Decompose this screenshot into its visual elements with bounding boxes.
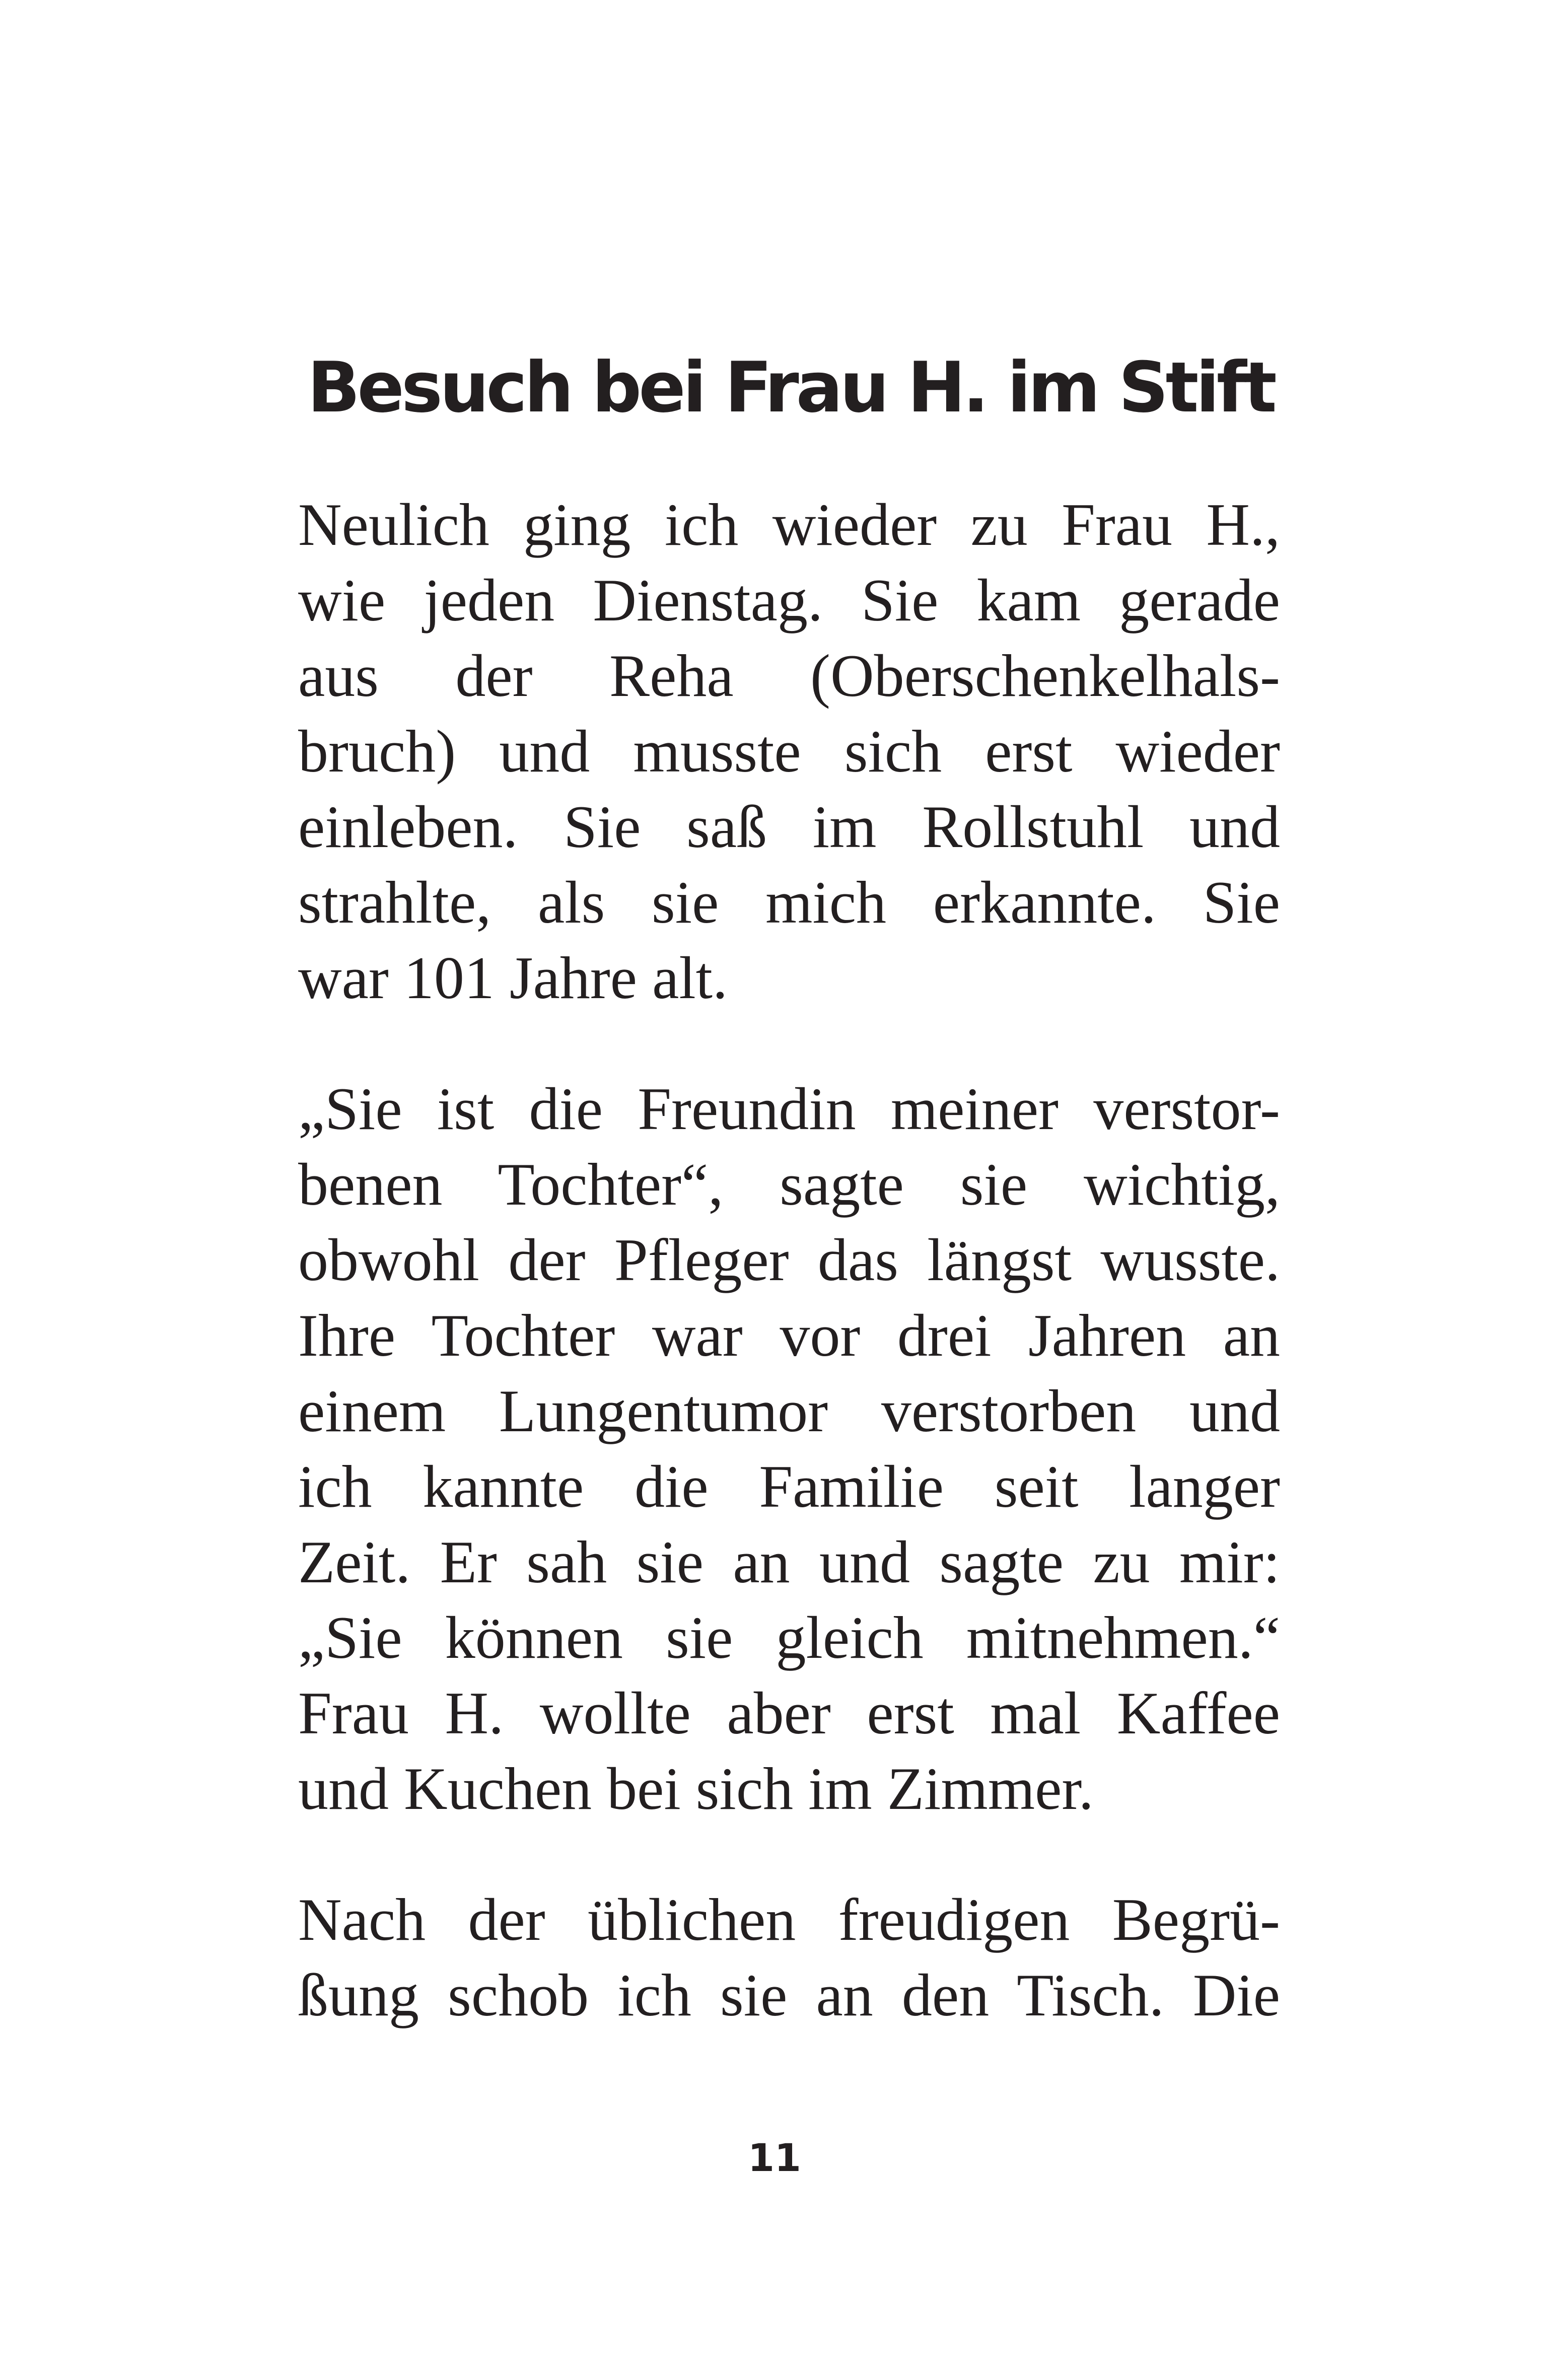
text-line: einem Lungentumor verstorben und [298, 1377, 1280, 1444]
text-line: aus der Reha (Oberschenkelhals- [298, 642, 1280, 709]
text-line: benen Tochter“, sagte sie wichtig, [298, 1151, 1280, 1218]
page-number: 11 [748, 2135, 801, 2180]
text-line: ßung schob ich sie an den Tisch. Die [298, 1962, 1280, 2028]
text-line: obwohl der Pfleger das längst wusste. [298, 1226, 1280, 1293]
text-line: wie jeden Dienstag. Sie kam gerade [298, 567, 1280, 634]
text-line: einleben. Sie saß im Rollstuhl und [298, 793, 1280, 860]
text-line: „Sie ist die Freundin meiner verstor- [298, 1075, 1280, 1142]
text-line: war 101 Jahre alt. [298, 944, 728, 1011]
text-line: Ihre Tochter war vor drei Jahren an [298, 1302, 1280, 1369]
text-line: Zeit. Er sah sie an und sagte zu mir: [298, 1528, 1280, 1595]
text-line: strahlte, als sie mich erkannte. Sie [298, 869, 1280, 936]
text-line: Frau H. wollte aber erst mal Kaffee [298, 1679, 1280, 1746]
paragraph-1 [298, 487, 1280, 1016]
chapter-title: Besuch bei Frau H. im Stift [307, 347, 1274, 428]
text-line: Nach der üblichen freudigen Begrü- [298, 1886, 1280, 1953]
text-line: Neulich ging ich wieder zu Frau H., [298, 491, 1280, 558]
paragraph-3 [298, 1882, 1280, 2033]
text-line: „Sie können sie gleich mitnehmen.“ [298, 1604, 1280, 1671]
text-line: bruch) und musste sich erst wieder [298, 718, 1280, 785]
text-line: ich kannte die Familie seit langer [298, 1453, 1280, 1520]
text-line: und Kuchen bei sich im Zimmer. [298, 1755, 1094, 1822]
paragraph-2 [298, 1071, 1280, 1827]
